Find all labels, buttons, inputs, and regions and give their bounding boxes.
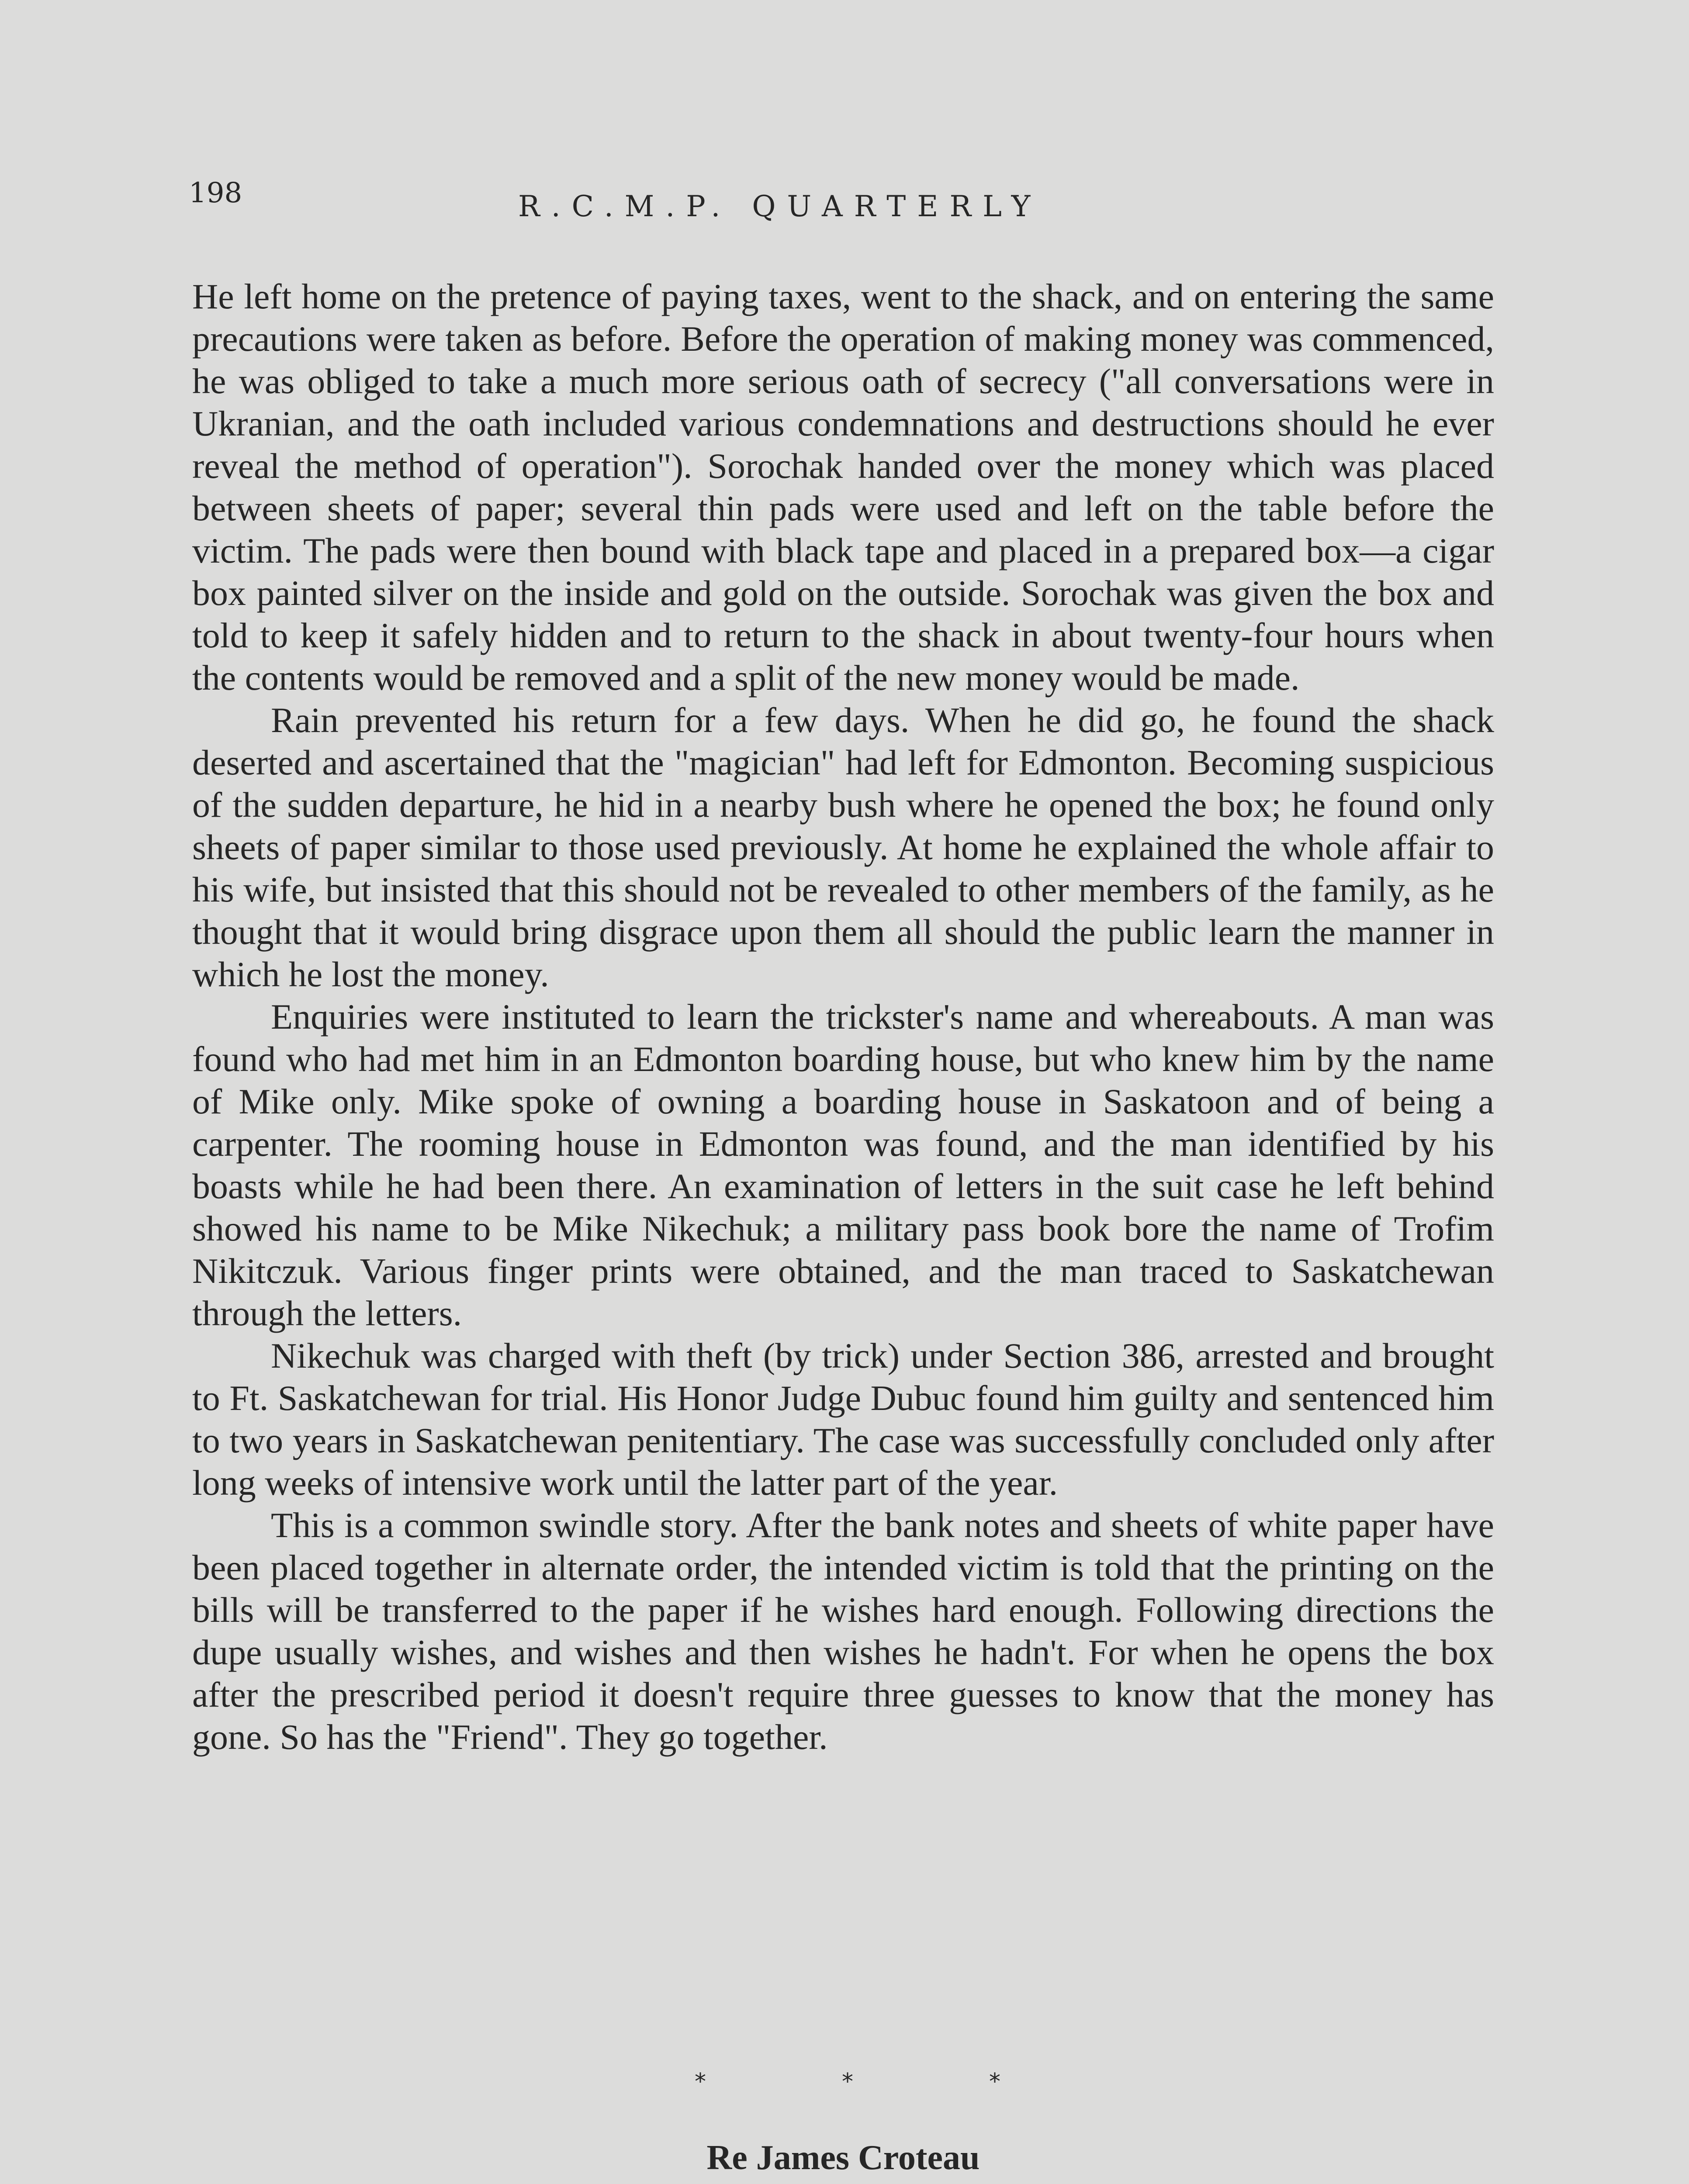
- page-number: 198: [189, 177, 242, 209]
- paragraph: Nikechuk was charged with theft (by trick) under Section 386, arrested and brought to Ft. Saskatchewan for trial. His Honor Judge Dubuc found him guilty and sentenced him to two years in Saskatchewan penitentiary. The case was successfully concluded only after long weeks of intensive work until the latter part of the year.: [192, 1336, 1494, 1503]
- paragraph: Enquiries were instituted to learn the trickster's name and whereabouts. A man was found who had met him in an Edmonton boarding house, but who knew him by the name of Mike only. Mike spoke of owning a boarding house in Saskatoon and of being a carpenter. The rooming house in Edmonton was found, and the man identified by his boasts while he had been there. An examination of letters in the suit case he left behind showed his name to be Mike Nikechuk; a military pass book bore the name of Trofim Nikitczuk. Various finger prints were obtained, and the man traced to Saskatchewan through the letters.: [192, 997, 1494, 1333]
- paragraph: He left home on the pretence of paying taxes, went to the shack, and on entering the same precautions were taken as before. Before the operation of making money was commenced, he was obliged to take a much more serious oath of secrecy ("all conversations were in Ukranian, and the oath included various condemnations and destructions should he ever reveal the method of operation"). Sorochak handed over the money which was placed between sheets of paper; several thin pads were used and left on the table before the victim. The pads were then bound with black tape and placed in a prepared box—a cigar box painted silver on the inside and gold on the outside. Sorochak was given the box and told to keep it safely hidden and to return to the shack in about twenty-four hours when the contents would be removed and a split of the new money would be made.: [192, 276, 1494, 698]
- paragraph: Rain prevented his return for a few days. When he did go, he found the shack deserted and ascertained that the "magician" had left for Edmonton. Becoming suspicious of the sudden departure, he hid in a nearby bush where he opened the box; he found only sheets of paper similar to those used previously. At home he explained the whole affair to his wife, but insisted that this should not be revealed to other members of the family, as he thought that it would bring disgrace upon them all should the public learn the manner in which he lost the money.: [192, 700, 1494, 994]
- running-title: R.C.M.P. QUARTERLY: [518, 190, 1042, 223]
- section-separator: [695, 2070, 1000, 2093]
- paragraph: This is a common swindle story. After the bank notes and sheets of white paper have been placed together in alternate order, the intended victim is told that the printing on the bills will be transferred to the paper if he wishes hard enough. Following directions the dupe usually wishes, and wishes and then wishes he hadn't. For when he opens the box after the prescribed period it doesn't require three guesses to know that the money has gone. So has the "Friend". They go together.: [192, 1505, 1494, 1757]
- separator-asterisk: *: [989, 2069, 1000, 2095]
- section-title: Re James Croteau: [706, 2139, 980, 2177]
- article-body: [192, 275, 1494, 1758]
- separator-asterisk: *: [695, 2069, 706, 2095]
- separator-asterisk: *: [842, 2069, 853, 2095]
- page-header: [189, 179, 1534, 232]
